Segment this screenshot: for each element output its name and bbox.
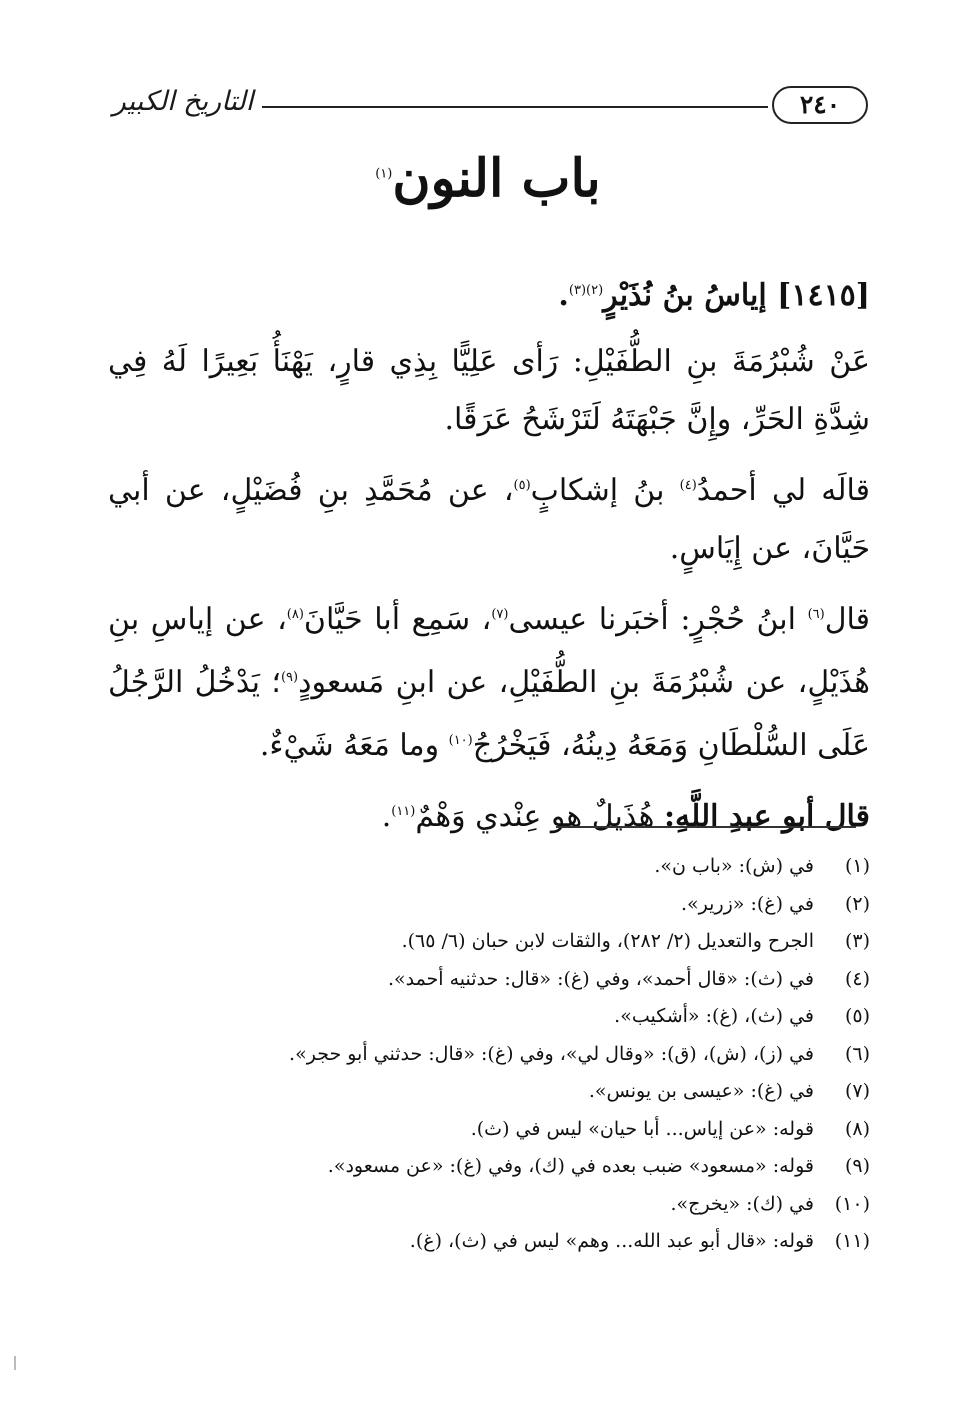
footnote-marker: (٦)	[807, 607, 825, 622]
footnote-number: (١٠)	[834, 1192, 870, 1215]
footnote-text: في (غ): «عيسى بن يونس».	[588, 1080, 814, 1102]
footnote	[108, 923, 870, 961]
footnote-number: (٢)	[844, 892, 870, 915]
entry-heading	[108, 262, 870, 325]
book-title: التاريخ الكبير	[112, 86, 254, 117]
footnote-divider	[556, 826, 856, 828]
footnote	[108, 998, 870, 1036]
footnote-number: (١١)	[834, 1230, 870, 1252]
text-run: وما مَعَهُ شَيْءٌ.	[259, 728, 449, 763]
footnote	[108, 886, 870, 924]
chapter-title	[0, 148, 976, 209]
footnote-marker: (٤)	[679, 478, 697, 493]
footnote-text: في (ز)، (ش)، (ق): «وقال لي»، وفي (غ): «قال: حدثني أبو حجر».	[289, 1042, 814, 1065]
page-header	[108, 86, 870, 132]
footnote-text: في (ش): «باب ن».	[654, 855, 814, 877]
author-comment-lead: قال أبو عبدِ اللَّهِ:	[663, 799, 870, 834]
footnote-text: قوله: «عن إياس... أبا حيان» ليس في (ث).	[470, 1117, 814, 1140]
footnote-number: (٣)	[844, 930, 870, 952]
footnote-text: الجرح والتعديل (٢/ ٢٨٢)، والثقات لابن حبان (٦/ ٦٥).	[401, 930, 814, 952]
text-run: ، عن إياسِ بنِ هُذَيْلٍ، عن شُبْرُمَةَ بنِ الطُّفَيْلِ، عن ابنِ مَسعودٍ	[108, 602, 871, 700]
footnote-number: (٦)	[844, 1042, 870, 1065]
paragraph-4	[108, 783, 870, 846]
entry-end: .	[558, 278, 569, 313]
paragraph-1: عَنْ شُبْرُمَةَ بنِ الطُّفَيْلِ: رَأى عَلِيًّا بِذِي قارٍ، يَهْنَأُ بَعِيرًا لَهُ فِي شِدَّةِ الحَرِّ، وإِنَّ جَبْهَتَهُ لَتَرْشَحُ عَرَقًا.	[108, 344, 870, 437]
footnote-text: قوله: «مسعود» ضبب بعده في (ك)، وفي (غ): «عن مسعود».	[327, 1155, 814, 1177]
footnote-number: (٨)	[844, 1117, 870, 1140]
footnotes-list	[108, 848, 870, 1261]
footnote-marker: (٥)	[513, 478, 531, 493]
footnote-text: في (ك): «يخرج».	[670, 1192, 814, 1215]
footnote	[108, 1148, 870, 1186]
header-rule	[262, 106, 768, 108]
footnote	[108, 1111, 870, 1149]
footnote-marker: (٨)	[286, 607, 304, 622]
text-run: هُذَيلٌ هو عِنْدي وَهْمٌ	[415, 799, 664, 834]
footnote-marker: (٧)	[491, 607, 509, 622]
text-run: بنُ إشكابٍ	[530, 473, 680, 508]
text-run: قال	[824, 602, 870, 637]
footnote	[108, 848, 870, 886]
footnote-marker: (٢)(٣)	[568, 283, 604, 298]
footnote-number: (٤)	[844, 967, 870, 990]
text-run: ؛ يَدْخُلُ الرَّجُلُ عَلَى السُّلْطَانِ وَمَعَهُ دِينُهُ، فَيَخْرُجُ	[108, 665, 870, 763]
footnote-number: (٩)	[844, 1155, 870, 1177]
main-text	[108, 262, 870, 854]
entry-name: إياسُ بنُ نُذَيْرٍ	[603, 278, 767, 313]
footnote-number: (١)	[844, 855, 870, 877]
footnote-text: في (ث): «قال أحمد»، وفي (غ): «قال: حدثنيه أحمد».	[387, 967, 814, 990]
footnote-text: في (ث)، (غ): «أشكيب».	[614, 1005, 814, 1027]
text-run: قالَه لي أحمدُ	[696, 473, 870, 508]
text-run: ، سَمِع أبا حَيَّانَ	[303, 602, 492, 637]
text-run: ، عن مُحَمَّدِ بنِ فُضَيْلٍ، عن أبي حَيَّانَ، عن إِيَاسٍ.	[108, 473, 870, 566]
footnote	[108, 1036, 870, 1074]
paragraph-2	[108, 457, 870, 578]
footnote-text: قوله: «قال أبو عبد الله... وهم» ليس في (ث)، (غ).	[409, 1230, 814, 1252]
text-run: ابنُ حُجْرٍ: أخبَرنا عيسى	[508, 602, 808, 637]
footnote-number: (٥)	[844, 1005, 870, 1027]
text-run: .	[381, 799, 392, 834]
footnote-text: في (غ): «زرير».	[681, 892, 814, 915]
footnote-marker: (١)	[375, 166, 393, 182]
page-number: ٢٤٠	[772, 86, 868, 124]
footnote	[108, 961, 870, 999]
footnote-marker: (٩)	[280, 670, 299, 685]
entry-number: [١٤١٥]	[777, 278, 870, 313]
footnote-number: (٧)	[844, 1080, 870, 1102]
footnote	[108, 1073, 870, 1111]
chapter-title-text: باب النون	[392, 148, 601, 209]
footnote	[108, 1223, 870, 1261]
footnote-marker: (١١)	[391, 804, 416, 819]
footnote	[108, 1186, 870, 1224]
footnote-marker: (١٠)	[448, 733, 473, 748]
scan-margin-mark	[14, 1356, 16, 1370]
paragraph-3	[108, 586, 870, 775]
